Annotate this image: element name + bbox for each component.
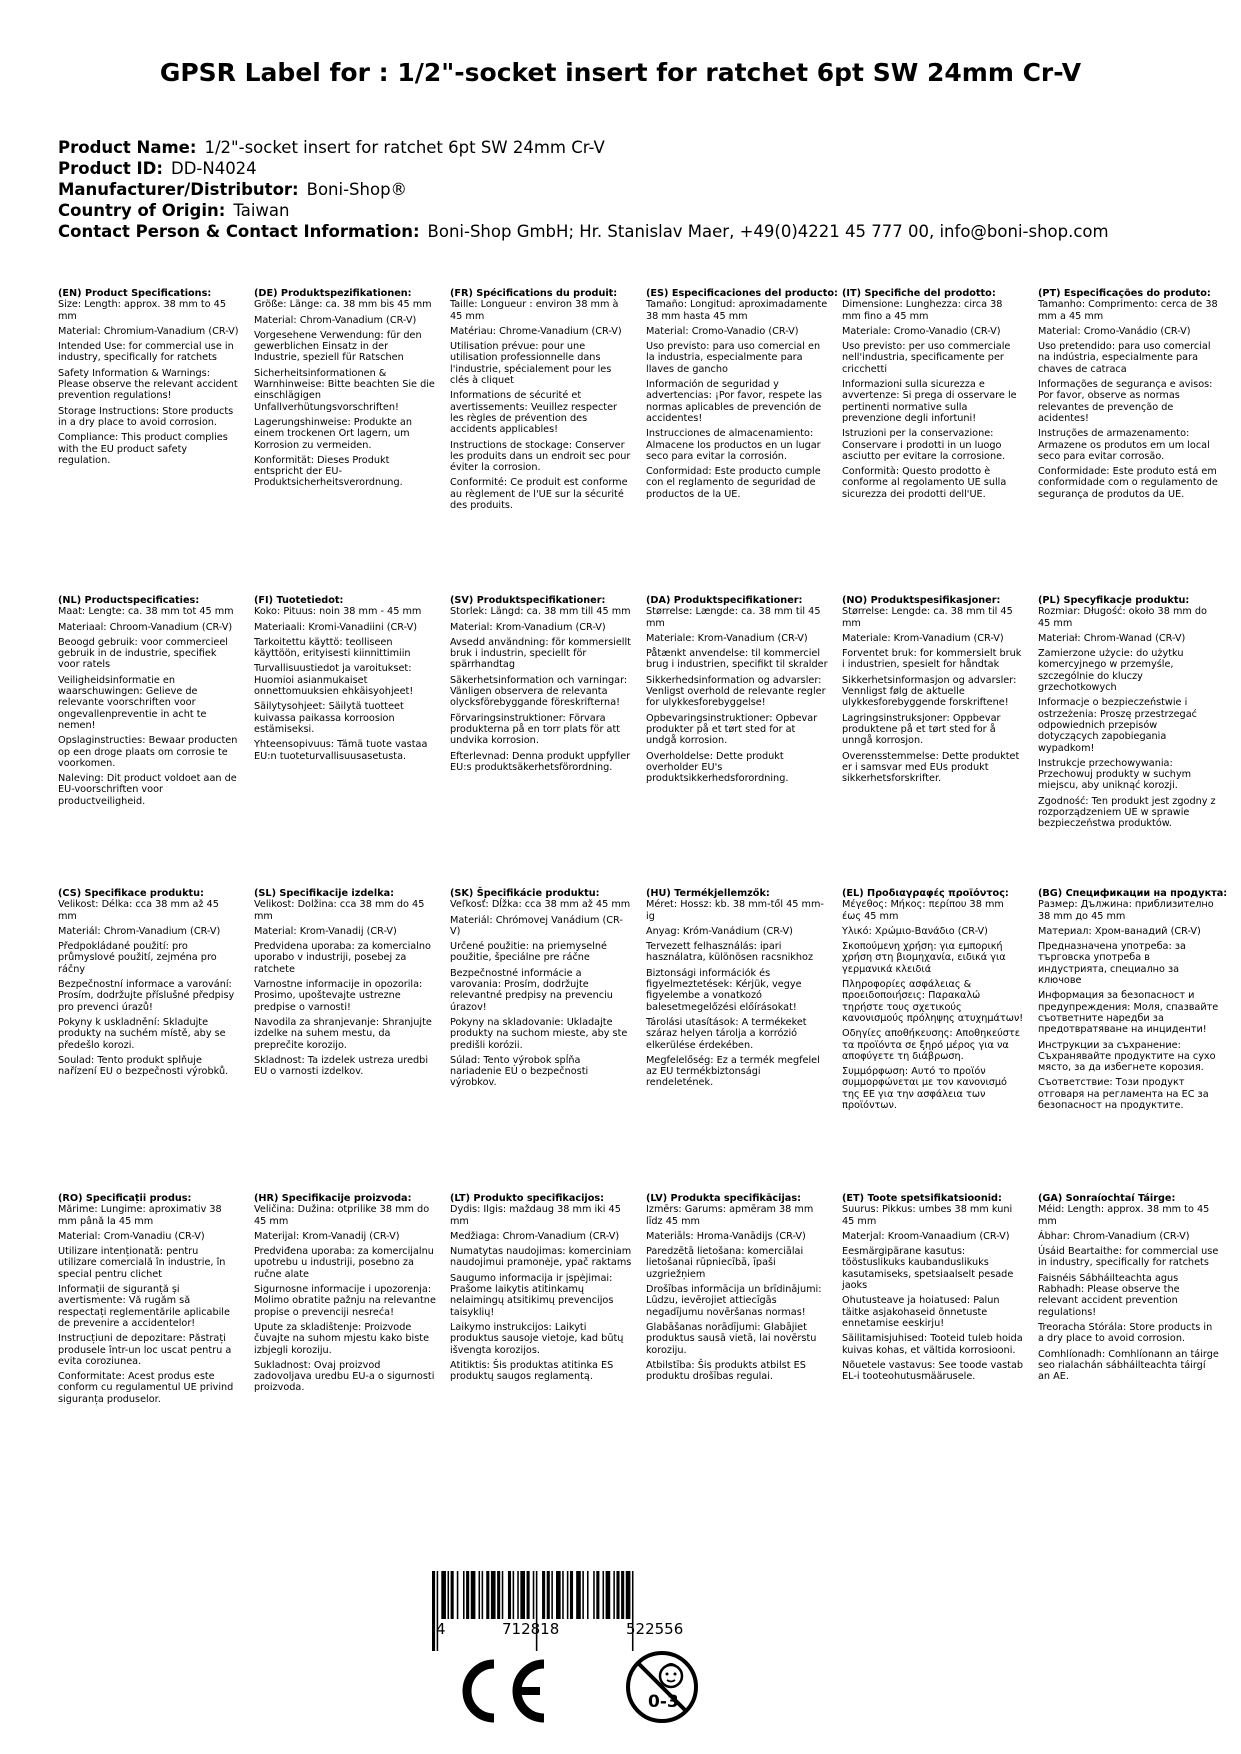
barcode-lead-digit: 4	[436, 1620, 446, 1638]
language-heading: (SK) Špecifikácie produktu:	[450, 888, 600, 899]
spec-paragraph: Numatytas naudojimas: komerciniam naudojimui pramonėje, ypač raktams	[450, 1246, 632, 1269]
barcode	[432, 1571, 740, 1651]
spec-paragraph: Lagringsinstruksjoner: Oppbevar produktene på et tørt sted for å unngå korrosjon.	[842, 712, 1001, 747]
language-block	[254, 288, 436, 493]
spec-paragraph: Informații de siguranță și avertismente: Vă rugăm să respectați reglementările aplicabile de prevenire a accidentelor!	[58, 1284, 230, 1329]
spec-paragraph: Medžiaga: Chrom-Vanadium (CR-V)	[450, 1230, 620, 1242]
barcode-bar	[437, 1571, 439, 1651]
spec-paragraph: Izmērs: Garums: apmēram 38 mm līdz 45 mm	[646, 1204, 814, 1227]
language-row	[58, 595, 1238, 895]
spec-paragraph: Información de seguridad y advertencias: ¡Por favor, respete las normas aplicables de prevención de accidentes!	[646, 379, 822, 424]
spec-paragraph: Zamierzone użycie: do użytku komercyjnego w przemyśle, szczególnie do kluczy grzechotkowych	[1038, 648, 1184, 694]
spec-paragraph: Dimensione: Lunghezza: circa 38 mm fino a 45 mm	[842, 299, 1003, 322]
barcode-bar	[513, 1571, 515, 1619]
spec-paragraph: Avsedd användning: för kommersiellt bruk i industrin, speciellt för spärrhandtag	[450, 636, 631, 671]
language-heading: (ET) Toote spetsifikatsioonid:	[842, 1193, 1002, 1204]
barcode-bar	[441, 1571, 446, 1619]
language-heading: (NL) Productspecificaties:	[58, 595, 200, 606]
spec-paragraph: Информация за безопасност и предупреждения: Моля, спазвайте съответните наредби за предотвратяване на инциденти!	[1038, 990, 1219, 1036]
spec-paragraph: Sicherheitsinformationen & Warnhinweise: Bitte beachten Sie die einschlägigen Unfallverhütungsvorschriften!	[254, 367, 435, 413]
language-heading: (FI) Tuotetiedot:	[254, 595, 344, 606]
spec-paragraph: Informazioni sulla sicurezza e avvertenze: Si prega di osservare le pertinenti normative sulla prevenzione degli infortuni!	[842, 379, 1017, 424]
info-label: Country of Origin:	[58, 201, 226, 220]
spec-paragraph: Faisnéis Sábháilteachta agus Rabhadh: Please observe the relevant accident prevention regulations!	[1038, 1272, 1180, 1318]
language-heading: (HU) Termékjellemzők:	[646, 888, 770, 899]
spec-paragraph: Υλικό: Χρώμιο-Βανάδιο (CR-V)	[842, 925, 988, 937]
barcode-bar	[626, 1571, 631, 1619]
spec-paragraph: Förvaringsinstruktioner: Förvara produkterna på en torr plats för att undvika korrosion.	[450, 712, 621, 747]
language-row	[58, 1193, 1238, 1493]
spec-paragraph: Tamanho: Comprimento: cerca de 38 mm a 45 mm	[1038, 299, 1218, 322]
spec-paragraph: Suurus: Pikkus: umbes 38 mm kuni 45 mm	[842, 1204, 1013, 1227]
language-heading: (ES) Especificaciones del producto:	[646, 288, 838, 299]
info-label: Product Name:	[58, 138, 197, 157]
spec-paragraph: Biztonsági információk és figyelmeztetések: Kérjük, vegye figyelembe a vonatkozó balesetmegelőzési előírásokat!	[646, 967, 802, 1013]
language-block	[450, 595, 632, 777]
language-block	[646, 1193, 828, 1386]
spec-paragraph: Yhteensopivuus: Tämä tuote vastaa EU:n tuoteturvallisuusasetusta.	[254, 739, 428, 762]
spec-paragraph: Pokyny na skladovanie: Ukladajte produkty na suchom mieste, aby ste predišli korózii.	[450, 1016, 628, 1051]
spec-paragraph: Instrukcje przechowywania: Przechowuj produkty w suchym miejscu, aby uniknąć korozji.	[1038, 757, 1192, 792]
spec-paragraph: Sukladnost: Ovaj proizvod zadovoljava uredbu EU-a o sigurnosti proizvoda.	[254, 1359, 435, 1394]
spec-paragraph: Uso previsto: para uso comercial en la industria, especialmente para llaves de gancho	[646, 341, 821, 375]
spec-paragraph: Zgodność: Ten produkt jest zgodny z rozporządzeniem UE w sprawie bezpieczeństwa produktów.	[1038, 795, 1216, 830]
spec-paragraph: Úsáid Beartaithe: for commercial use in industry, specifically for ratchets	[1038, 1246, 1219, 1269]
spec-paragraph: Soulad: Tento produkt splňuje nařízení EU o bezpečnosti výrobků.	[58, 1054, 229, 1078]
spec-paragraph: Conformidade: Este produto está em conformidade com o regulamento de segurança de produtos da UE.	[1038, 466, 1218, 500]
spec-paragraph: Størrelse: Lengde: ca. 38 mm til 45 mm	[842, 606, 1013, 629]
language-block	[58, 288, 240, 470]
language-heading: (LV) Produkta specifikācijas:	[646, 1193, 801, 1204]
language-heading: (PL) Specyfikacje produktu:	[1038, 595, 1190, 606]
spec-paragraph: Πληροφορίες ασφάλειας & προειδοποιήσεις: Παρακαλώ τηρήστε τους σχετικούς κανονισμούς πρόληψης ατυχημάτων!	[842, 979, 1024, 1024]
spec-paragraph: Navodila za shranjevanje: Shranjujte izdelke na suhem mestu, da preprečite korozijo.	[254, 1016, 432, 1051]
spec-paragraph: Atitiktis: Šis produktas atitinka ES produktų saugos reglamentą.	[450, 1359, 614, 1383]
barcode-bar	[502, 1571, 504, 1619]
spec-paragraph: Utilisation prévue: pour une utilisation professionnelle dans l'industrie, spécialement pour les clés à cliquet	[450, 341, 612, 387]
spec-paragraph: Forventet bruk: for kommersielt bruk i industrien, spesielt for håndtak	[842, 648, 1022, 671]
spec-paragraph: Bezpečnostné informácie a varovania: Prosím, dodržujte relevantné predpisy na prevenciu úrazov!	[450, 967, 613, 1013]
spec-paragraph: Предназначена употреба: за търговска употреба в индустрията, специално за ключове	[1038, 941, 1186, 987]
barcode-bar	[517, 1571, 519, 1619]
spec-paragraph: Predvidena uporaba: za komercialno uporabo v industriji, posebej za ratchete	[254, 941, 431, 975]
language-heading: (BG) Спецификации на продукта:	[1038, 888, 1228, 899]
spec-paragraph: Материал: Хром-ванадий (CR-V)	[1038, 925, 1201, 937]
info-row-contact	[58, 221, 1109, 242]
spec-paragraph: Utilizare intenționată: pentru utilizare comercială în industrie, în special pentru clichet	[58, 1246, 226, 1280]
language-block	[254, 595, 436, 766]
spec-paragraph: Material: Crom-Vanadiu (CR-V)	[58, 1230, 205, 1242]
barcode-bar	[491, 1571, 496, 1619]
spec-paragraph: Instructions de stockage: Conserver les produits dans un endroit sec pour éviter la corrosion.	[450, 439, 631, 474]
spec-paragraph: Tárolási utasítások: A termékeket száraz helyen tárolja a korrózió elkerülése érdekében.	[646, 1016, 807, 1051]
spec-paragraph: Storage Instructions: Store products in a dry place to avoid corrosion.	[58, 405, 234, 428]
barcode-bars	[432, 1571, 740, 1651]
language-heading: (SL) Specifikacije izdelka:	[254, 888, 395, 899]
language-heading: (DE) Produktspezifikationen:	[254, 288, 412, 299]
spec-paragraph: Opbevaringsinstruktioner: Opbevar produkter på et tørt sted for at undgå korrosion.	[646, 712, 818, 747]
barcode-bar	[596, 1571, 599, 1619]
barcode-bar	[533, 1571, 535, 1619]
spec-paragraph: Uso previsto: per uso commerciale nell'industria, specificamente per cricchetti	[842, 341, 1011, 375]
spec-paragraph: Glabāšanas norādījumi: Glabājiet produktus sausā vietā, lai novērstu koroziju.	[646, 1321, 817, 1356]
spec-paragraph: Comhlíonadh: Comhlíonann an táirge seo rialachán sábháilteachta táirgí an AE.	[1038, 1348, 1219, 1383]
info-label: Contact Person & Contact Information:	[58, 222, 420, 241]
spec-paragraph: Informations de sécurité et avertissements: Veuillez respecter les règles de prévention des accidents applicables!	[450, 390, 618, 436]
barcode-bar	[547, 1571, 550, 1619]
spec-paragraph: Materiaal: Chroom-Vanadium (CR-V)	[58, 621, 233, 633]
spec-paragraph: Materiale: Krom-Vanadium (CR-V)	[646, 632, 808, 644]
spec-paragraph: Größe: Länge: ca. 38 mm bis 45 mm	[254, 299, 432, 311]
spec-paragraph: Méid: Length: approx. 38 mm to 45 mm	[1038, 1204, 1210, 1227]
language-heading: (CS) Specifikace produktu:	[58, 888, 204, 899]
spec-paragraph: Material: Cromo-Vanádio (CR-V)	[1038, 325, 1191, 337]
language-block	[450, 1193, 632, 1386]
language-heading: (IT) Specifiche del prodotto:	[842, 288, 996, 299]
spec-paragraph: Overholdelse: Dette produkt overholder EU's produktsikkerhedsforordning.	[646, 750, 789, 785]
barcode-bar	[482, 1571, 484, 1619]
barcode-bar	[576, 1571, 581, 1619]
language-heading: (GA) Sonraíochtaí Táirge:	[1038, 1193, 1176, 1204]
spec-paragraph: Material: Cromo-Vanadio (CR-V)	[646, 325, 799, 337]
spec-paragraph: Conformitate: Acest produs este conform cu regulamentul UE privind siguranța produselor.	[58, 1371, 234, 1405]
spec-paragraph: Veiligheidsinformatie en waarschuwingen: Gelieve de relevante voorschriften voor ongevallenpreventie in acht te nemen!	[58, 674, 207, 731]
language-block	[842, 1193, 1024, 1386]
spec-paragraph: Matériau: Chrome-Vanadium (CR-V)	[450, 325, 622, 337]
spec-paragraph: Materiale: Cromo-Vanadio (CR-V)	[842, 325, 1001, 337]
spec-paragraph: Συμμόρφωση: Αυτό το προϊόν συμμορφώνεται με τον κανονισμό της ΕΕ για την ασφάλεια των προϊόντων.	[842, 1066, 1007, 1112]
barcode-bar	[508, 1571, 511, 1619]
spec-paragraph: Instrucciones de almacenamiento: Almacene los productos en un lugar seco para evitar la corrosión.	[646, 428, 821, 462]
barcode-bar	[471, 1571, 476, 1619]
barcode-bar	[621, 1571, 624, 1619]
spec-paragraph: Drošības informācija un brīdinājumi: Lūdzu, ievērojiet attiecīgās negadījumu novēršanas normas!	[646, 1284, 822, 1318]
spec-paragraph: Turvallisuustiedot ja varoitukset: Huomioi asianmukaiset onnettomuuksien ehkäisyohjeet!	[254, 663, 414, 698]
spec-paragraph: Съответствие: Този продукт отговаря на регламента на ЕС за безопасност на продуктите.	[1038, 1077, 1209, 1112]
barcode-bar	[520, 1571, 525, 1619]
language-block	[58, 595, 240, 811]
spec-paragraph: Veľkosť: Dĺžka: cca 38 mm až 45 mm	[450, 899, 631, 911]
barcode-bar	[562, 1571, 564, 1619]
barcode-bar	[570, 1571, 573, 1619]
barcode-bar	[451, 1571, 454, 1619]
spec-paragraph: Materjal: Kroom-Vanaadium (CR-V)	[842, 1230, 1010, 1242]
spec-paragraph: Veličina: Dužina: otprilike 38 mm do 45 mm	[254, 1204, 430, 1227]
info-value: 1/2"-socket insert for ratchet 6pt SW 24mm Cr-V	[204, 138, 605, 157]
language-block	[254, 1193, 436, 1398]
language-block	[450, 888, 632, 1093]
spec-paragraph: Predviđena uporaba: za komercijalnu upotrebu u industriji, posebno za ručne alate	[254, 1246, 434, 1280]
barcode-bar	[466, 1571, 469, 1619]
spec-paragraph: Vorgesehene Verwendung: für den gewerblichen Einsatz in der Industrie, speziell für Ratschen	[254, 329, 422, 364]
spec-paragraph: Laikymo instrukcijos: Laikyti produktus sausoje vietoje, kad būtų išvengta korozijos.	[450, 1321, 624, 1356]
spec-paragraph: Mărime: Lungime: aproximativ 38 mm până la 45 mm	[58, 1204, 222, 1227]
language-heading: (PT) Especificações do produto:	[1038, 288, 1211, 299]
barcode-bar	[582, 1571, 584, 1619]
spec-paragraph: Material: Krom-Vanadij (CR-V)	[254, 925, 397, 937]
language-row	[58, 888, 1238, 1188]
spec-paragraph: Størrelse: Længde: ca. 38 mm til 45 mm	[646, 606, 821, 629]
barcode-right-digits: 522556	[626, 1620, 684, 1638]
spec-paragraph: Materiał: Chrom-Wanad (CR-V)	[1038, 632, 1186, 644]
language-block	[842, 595, 1024, 788]
spec-paragraph: Material: Chromium-Vanadium (CR-V)	[58, 325, 239, 337]
spec-paragraph: Compliance: This product complies with the EU product safety regulation.	[58, 432, 228, 466]
spec-paragraph: Σκοπούμενη χρήση: για εμπορική χρήση στη βιομηχανία, ειδικά για γερμανικά κλειδιά	[842, 941, 1006, 975]
spec-paragraph: Uso pretendido: para uso comercial na indústria, especialmente para chaves de catraca	[1038, 341, 1211, 375]
barcode-bar	[536, 1571, 538, 1651]
spec-paragraph: Skladnost: Ta izdelek ustreza uredbi EU o varnosti izdelkov.	[254, 1054, 429, 1078]
language-block	[254, 888, 436, 1081]
spec-paragraph: Μέγεθος: Μήκος: περίπου 38 mm έως 45 mm	[842, 899, 1004, 922]
spec-paragraph: Upute za skladištenje: Proizvode čuvajte na suhom mjestu kako biste izbjegli koroziju.	[254, 1321, 430, 1356]
spec-paragraph: Размер: Дължина: приблизително 38 mm до 45 mm	[1038, 899, 1214, 922]
info-row-manufacturer	[58, 179, 1109, 200]
language-heading: (RO) Specificații produs:	[58, 1193, 192, 1204]
age-warning-icon	[624, 1649, 700, 1730]
barcode-bar	[593, 1571, 595, 1619]
spec-paragraph: Materiál: Chrom-Vanadium (CR-V)	[58, 925, 221, 937]
product-info	[58, 137, 1109, 242]
language-block	[1038, 1193, 1220, 1386]
info-value: Boni-Shop GmbH; Hr. Stanislav Maer, +49(0)4221 45 777 00, info@boni-shop.com	[427, 222, 1109, 241]
spec-paragraph: Rozmiar: Długość: około 38 mm do 45 mm	[1038, 606, 1207, 629]
language-block	[58, 888, 240, 1081]
barcode-bar	[551, 1571, 553, 1619]
barcode-bar	[457, 1571, 459, 1619]
barcode-bar	[613, 1571, 615, 1619]
spec-paragraph: Intended Use: for commercial use in industry, specifically for ratchets	[58, 341, 234, 364]
spec-paragraph: Eesmärgipärane kasutus: tööstuslikuks kaubanduslikuks kasutamiseks, spetsiaalselt pesade jaoks	[842, 1246, 1014, 1292]
spec-paragraph: Taille: Longueur : environ 38 mm à 45 mm	[450, 299, 619, 322]
spec-paragraph: Efterlevnad: Denna produkt uppfyller EU:s produktsäkerhetsförordning.	[450, 750, 631, 773]
spec-paragraph: Beoogd gebruik: voor commercieel gebruik in de industrie, specifiek voor ratels	[58, 636, 228, 671]
spec-paragraph: Sigurnosne informacije i upozorenja: Molimo obratite pažnju na relevantne propise o prevenciji nesreća!	[254, 1284, 436, 1318]
spec-paragraph: Paredzētā lietošana: komerciālai lietošanai rūpniecībā, īpaši uzgriežņiem	[646, 1246, 804, 1280]
barcode-bar	[606, 1571, 611, 1619]
spec-paragraph: Conformité: Ce produit est conforme au règlement de l'UE sur la sécurité des produits.	[450, 477, 628, 512]
language-heading: (NO) Produktspesifikasjoner:	[842, 595, 1001, 606]
language-heading: (SV) Produktspecifikationer:	[450, 595, 606, 606]
language-block	[646, 288, 838, 504]
spec-paragraph: Předpokládané použití: pro průmyslové použití, zejména pro ráčny	[58, 941, 217, 975]
language-block	[842, 888, 1024, 1115]
language-block	[450, 288, 632, 515]
language-block	[842, 288, 1024, 504]
language-block	[1038, 888, 1228, 1115]
spec-paragraph: Instruções de armazenamento: Armazene os produtos em um local seco para evitar corrosão.	[1038, 428, 1210, 462]
spec-paragraph: Инструкции за съхранение: Съхранявайте продуктите на сухо място, за да избегнете корозия.	[1038, 1039, 1216, 1074]
spec-paragraph: Informacje o bezpieczeństwie i ostrzeżenia: Proszę przestrzegać odpowiednich przepisów dotyczących zapobiegania wypadkom!	[1038, 697, 1197, 754]
language-heading: (LT) Produkto specifikacijos:	[450, 1193, 605, 1204]
spec-paragraph: Οδηγίες αποθήκευσης: Αποθηκεύστε τα προϊόντα σε ξηρό μέρος για να αποφύγετε τη διάβρωση.	[842, 1028, 1020, 1062]
spec-paragraph: Dydis: Ilgis: maždaug 38 mm iki 45 mm	[450, 1204, 621, 1227]
spec-paragraph: Materiaali: Kromi-Vanadiini (CR-V)	[254, 621, 417, 633]
barcode-bar	[486, 1571, 489, 1619]
spec-paragraph: Treoracha Stórála: Store products in a dry place to avoid corrosion.	[1038, 1321, 1213, 1345]
barcode-bar	[463, 1571, 465, 1619]
spec-paragraph: Material: Krom-Vanadium (CR-V)	[450, 621, 606, 633]
barcode-bar	[556, 1571, 561, 1619]
barcode-bar	[448, 1571, 450, 1619]
spec-paragraph: Megfelelőség: Ez a termék megfelel az EU termékbiztonsági rendeletének.	[646, 1054, 820, 1089]
spec-paragraph: Ohutusteave ja hoiatused: Palun täitke asjakohaseid õnnetuste ennetamise eeskirju!	[842, 1295, 1000, 1329]
info-value: DD-N4024	[170, 159, 257, 178]
language-heading: (EL) Προδιαγραφές προϊόντος:	[842, 888, 1009, 899]
barcode-bar	[527, 1571, 530, 1619]
language-heading: (DA) Produktspecifikationer:	[646, 595, 803, 606]
spec-paragraph: Storlek: Längd: ca. 38 mm till 45 mm	[450, 606, 631, 618]
spec-paragraph: Lagerungshinweise: Produkte an einem trockenen Ort lagern, um Korrosion zu vermeiden.	[254, 416, 412, 451]
spec-paragraph: Anyag: Króm-Vanádium (CR-V)	[646, 925, 793, 937]
language-block	[1038, 288, 1220, 504]
spec-paragraph: Size: Length: approx. 38 mm to 45 mm	[58, 299, 227, 322]
spec-paragraph: Naleving: Dit product voldoet aan de EU-voorschriften voor productveiligheid.	[58, 773, 237, 807]
barcode-left-digits: 712818	[502, 1620, 560, 1638]
barcode-bar	[432, 1571, 435, 1651]
barcode-bar	[542, 1571, 545, 1619]
spec-paragraph: Tarkoitettu käyttö: teolliseen käyttöön, erityisesti kiinnittimiin	[254, 636, 411, 660]
spec-paragraph: Conformidad: Este producto cumple con el reglamento de seguridad de productos de la UE.	[646, 466, 821, 500]
spec-paragraph: Varnostne informacije in opozorila: Prosimo, upoštevajte ustrezne predpise o varnosti!	[254, 979, 423, 1013]
spec-paragraph: Materiāls: Hroma-Vanādijs (CR-V)	[646, 1230, 806, 1242]
language-heading: (EN) Product Specifications:	[58, 288, 212, 299]
spec-paragraph: Materiale: Krom-Vanadium (CR-V)	[842, 632, 1004, 644]
info-value: Boni-Shop®	[306, 180, 408, 199]
spec-paragraph: Maat: Lengte: ca. 38 mm tot 45 mm	[58, 606, 234, 618]
language-block	[58, 1193, 240, 1409]
language-heading: (HR) Specifikacije proizvoda:	[254, 1193, 412, 1204]
language-block	[1038, 595, 1220, 834]
spec-paragraph: Nõuetele vastavus: See toode vastab EL-i tooteohutusmäärusele.	[842, 1359, 1024, 1383]
language-heading: (FR) Spécifications du produit:	[450, 288, 618, 299]
spec-paragraph: Sikkerhedsinformation og advarsler: Venligst overhold de relevante regler for ulykkesforebyggelse!	[646, 674, 826, 709]
info-row-product-name	[58, 137, 1109, 158]
spec-paragraph: Ábhar: Chrom-Vanadium (CR-V)	[1038, 1230, 1190, 1242]
spec-paragraph: Opslaginstructies: Bewaar producten op een droge plaats om corrosie te voorkomen.	[58, 735, 238, 769]
spec-paragraph: Velikost: Dolžina: cca 38 mm do 45 mm	[254, 899, 425, 922]
ce-mark-icon	[450, 1658, 550, 1729]
spec-paragraph: Méret: Hossz: kb. 38 mm-től 45 mm-ig	[646, 899, 824, 922]
spec-paragraph: Pokyny k uskladnění: Skladujte produkty na suchém místě, aby se předešlo korozi.	[58, 1016, 226, 1051]
language-block	[646, 888, 828, 1093]
spec-paragraph: Material: Chrom-Vanadium (CR-V)	[254, 314, 417, 326]
spec-paragraph: Saugumo informacija ir įspėjimai: Prašome laikytis atitinkamų nelaimingų atsitikimų prevencijos taisyklių!	[450, 1272, 614, 1318]
spec-paragraph: Atbilstība: Šis produkts atbilst ES produktu drošības regulai.	[646, 1359, 806, 1383]
barcode-bar	[587, 1571, 589, 1619]
barcode-bar	[497, 1571, 500, 1619]
barcode-bar	[616, 1571, 619, 1619]
spec-paragraph: Säilitamisjuhised: Tooteid tuleb hoida kuivas kohas, et vältida korrosiooni.	[842, 1333, 1023, 1356]
spec-paragraph: Bezpečnostní informace a varování: Prosím, dodržujte příslušné předpisy pro prevenci úrazů!	[58, 979, 235, 1013]
spec-paragraph: Informações de segurança e avisos: Por favor, observe as normas relevantes de prevenção de acidentes!	[1038, 379, 1213, 424]
barcode-bar	[603, 1571, 605, 1619]
spec-paragraph: Konformität: Dieses Produkt entspricht der EU-Produktsicherheitsverordnung.	[254, 454, 403, 489]
spec-paragraph: Instrucțiuni de depozitare: Păstrați produsele într-un loc uscat pentru a evita coroziunea.	[58, 1333, 232, 1367]
info-value: Taiwan	[233, 201, 290, 220]
spec-paragraph: Conformità: Questo prodotto è conforme al regolamento UE sulla sicurezza dei prodotti dell'UE.	[842, 466, 1007, 500]
barcode-bar	[479, 1571, 481, 1619]
info-row-country	[58, 200, 1109, 221]
info-label: Product ID:	[58, 159, 163, 178]
info-label: Manufacturer/Distributor:	[58, 180, 299, 199]
barcode-bar	[567, 1571, 569, 1619]
age-label: 0-3	[648, 1692, 679, 1712]
spec-paragraph: Súlad: Tento výrobok spĺňa nariadenie EÚ o bezpečnosti výrobkov.	[450, 1054, 589, 1089]
spec-paragraph: Säilytysohjeet: Säilytä tuotteet kuivassa paikassa korroosion estämiseksi.	[254, 701, 404, 735]
spec-paragraph: Påtænkt anvendelse: til kommerciel brug i industrien, specifikt til skralder	[646, 648, 828, 671]
barcode-bar	[632, 1571, 634, 1651]
spec-paragraph: Tamaño: Longitud: aproximadamente 38 mm hasta 45 mm	[646, 299, 828, 322]
spec-paragraph: Velikost: Délka: cca 38 mm až 45 mm	[58, 899, 219, 922]
spec-paragraph: Určené použitie: na priemyselné použitie, špeciálne pre ráčne	[450, 941, 608, 964]
language-block	[646, 595, 828, 788]
spec-paragraph: Materiál: Chrómovej Vanádium (CR-V)	[450, 914, 623, 937]
spec-paragraph: Safety Information & Warnings: Please observe the relevant accident prevention regulations!	[58, 367, 238, 402]
spec-paragraph: Koko: Pituus: noin 38 mm - 45 mm	[254, 606, 422, 618]
spec-paragraph: Sikkerhetsinformasjon og advarsler: Vennligst følg de aktuelle ulykkesforebyggende forskriftene!	[842, 674, 1017, 709]
language-row	[58, 288, 1238, 588]
info-row-product-id	[58, 158, 1109, 179]
spec-paragraph: Tervezett felhasználás: ipari használatra, különösen racsnikhoz	[646, 941, 814, 964]
spec-paragraph: Overensstemmelse: Dette produktet er i samsvar med EUs produkt sikkerhetsforskrifter.	[842, 750, 1020, 785]
spec-paragraph: Säkerhetsinformation och varningar: Vänligen observera de relevanta olycksförebyggande föreskrifterna!	[450, 674, 628, 709]
spec-paragraph: Materijal: Krom-Vanadij (CR-V)	[254, 1230, 400, 1242]
spec-paragraph: Istruzioni per la conservazione: Conservare i prodotti in un luogo asciutto per evitare la corrosione.	[842, 428, 1006, 462]
page-title: GPSR Label for : 1/2"-socket insert for ratchet 6pt SW 24mm Cr-V	[159, 58, 1082, 87]
